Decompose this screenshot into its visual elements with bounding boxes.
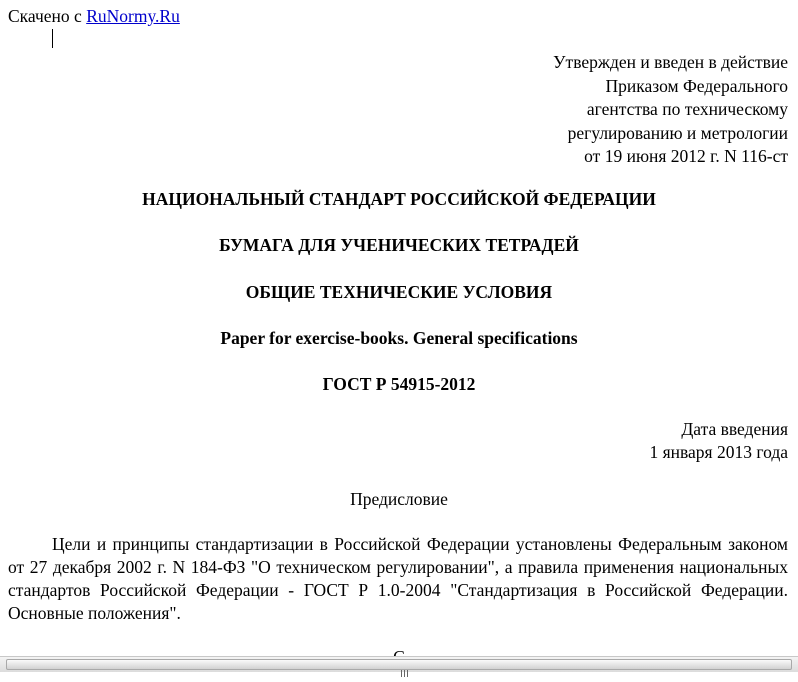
introduction-label: Дата введения [681,419,788,439]
source-link[interactable]: RuNormy.Ru [86,6,180,26]
english-title: Paper for exercise-books. General specifications [220,328,578,348]
approval-line: от 19 июня 2012 г. N 116-ст [584,146,788,166]
product-title: БУМАГА ДЛЯ УЧЕНИЧЕСКИХ ТЕТРАДЕЙ [219,235,579,255]
horizontal-scrollbar[interactable] [0,656,798,672]
foreword-heading: Предисловие [350,489,448,509]
foreword-paragraph: Цели и принципы стандартизации в Российской Федерации установлены Федеральным законом от 27 декабря 2002 г. N 184-ФЗ "О техническом регулировании", а правила применения национальных стандартов Российской Федерации - ГОСТ Р 1.0-2004 "Стандартизация в Российской Федерации. Основные положения". [8,534,788,623]
national-standard-title: НАЦИОНАЛЬНЫЙ СТАНДАРТ РОССИЙСКОЙ ФЕДЕРАЦИИ [142,189,656,209]
approval-block [553,51,788,169]
approval-line: Утвержден и введен в действие [553,52,788,72]
approval-line: Приказом Федерального [605,75,788,96]
standard-code: ГОСТ Р 54915-2012 [322,374,476,394]
introduction-date-block [649,418,788,464]
approval-line: агентства по техническому [586,99,788,119]
grip-icon [401,661,411,668]
approval-line: регулированию и метрологии [567,122,788,143]
source-prefix: Скачено с [8,6,82,26]
subtitle: ОБЩИЕ ТЕХНИЧЕСКИЕ УСЛОВИЯ [245,282,553,302]
scrollbar-thumb[interactable] [6,659,792,670]
text-cursor [52,29,53,48]
source-line [8,6,180,26]
introduction-date: 1 января 2013 года [649,442,788,462]
